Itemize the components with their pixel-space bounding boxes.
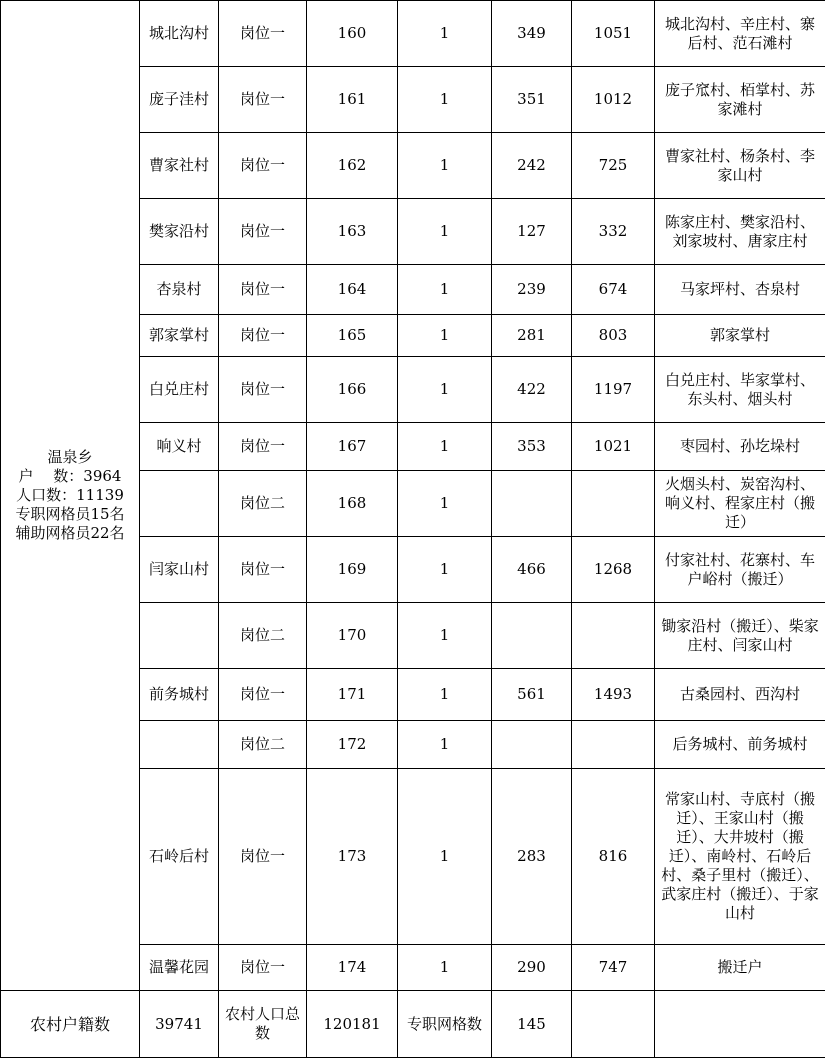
population-cell: 1493 bbox=[572, 669, 655, 721]
households-cell: 422 bbox=[492, 357, 572, 423]
staff-cell: 1 bbox=[398, 199, 492, 265]
coverage-cell: 曹家社村、杨条村、李家山村 bbox=[655, 133, 825, 199]
households-cell: 351 bbox=[492, 67, 572, 133]
households-cell: 353 bbox=[492, 423, 572, 471]
coverage-cell: 马家坪村、杏泉村 bbox=[655, 265, 825, 315]
staff-cell: 1 bbox=[398, 769, 492, 945]
village-cell: 城北沟村 bbox=[140, 1, 219, 67]
population-cell: 674 bbox=[572, 265, 655, 315]
population-cell: 725 bbox=[572, 133, 655, 199]
grid-no-cell: 171 bbox=[307, 669, 398, 721]
staff-cell: 1 bbox=[398, 721, 492, 769]
village-cell: 石岭后村 bbox=[140, 769, 219, 945]
township-summary-cell bbox=[1, 1, 140, 991]
post-cell: 岗位二 bbox=[219, 471, 307, 537]
population-cell: 332 bbox=[572, 199, 655, 265]
grid-count-value: 145 bbox=[492, 991, 572, 1058]
post-cell: 岗位一 bbox=[219, 199, 307, 265]
staff-cell: 1 bbox=[398, 133, 492, 199]
empty-cell bbox=[572, 991, 655, 1058]
post-cell: 岗位一 bbox=[219, 133, 307, 199]
coverage-cell: 付家社村、花寨村、车户峪村（搬迁） bbox=[655, 537, 825, 603]
staff-cell: 1 bbox=[398, 669, 492, 721]
staff-cell: 1 bbox=[398, 265, 492, 315]
village-cell bbox=[140, 721, 219, 769]
staff-cell: 1 bbox=[398, 67, 492, 133]
staff-cell: 1 bbox=[398, 357, 492, 423]
grid-no-cell: 173 bbox=[307, 769, 398, 945]
households-cell: 242 bbox=[492, 133, 572, 199]
staff-cell: 1 bbox=[398, 423, 492, 471]
village-cell bbox=[140, 603, 219, 669]
village-cell: 郭家掌村 bbox=[140, 315, 219, 357]
township-assistant-staff: 辅助网格员22名 bbox=[4, 524, 136, 543]
population-cell: 803 bbox=[572, 315, 655, 357]
post-cell: 岗位一 bbox=[219, 1, 307, 67]
coverage-cell: 白兑庄村、毕家掌村、东头村、烟头村 bbox=[655, 357, 825, 423]
coverage-cell: 火烟头村、炭窑沟村、响义村、程家庄村（搬迁） bbox=[655, 471, 825, 537]
village-cell: 庞子洼村 bbox=[140, 67, 219, 133]
rural-population-label: 农村人口总数 bbox=[219, 991, 307, 1058]
staff-cell: 1 bbox=[398, 945, 492, 991]
grid-no-cell: 170 bbox=[307, 603, 398, 669]
grid-no-cell: 165 bbox=[307, 315, 398, 357]
grid-no-cell: 172 bbox=[307, 721, 398, 769]
population-cell: 1268 bbox=[572, 537, 655, 603]
post-cell: 岗位一 bbox=[219, 423, 307, 471]
coverage-cell: 郭家掌村 bbox=[655, 315, 825, 357]
households-cell bbox=[492, 471, 572, 537]
post-cell: 岗位一 bbox=[219, 537, 307, 603]
grid-no-cell: 168 bbox=[307, 471, 398, 537]
grid-no-cell: 160 bbox=[307, 1, 398, 67]
township-full-time-staff: 专职网格员15名 bbox=[4, 505, 136, 524]
village-cell: 闫家山村 bbox=[140, 537, 219, 603]
households-cell: 281 bbox=[492, 315, 572, 357]
post-cell: 岗位一 bbox=[219, 945, 307, 991]
grid-count-label: 专职网格数 bbox=[398, 991, 492, 1058]
village-cell: 前务城村 bbox=[140, 669, 219, 721]
households-cell: 349 bbox=[492, 1, 572, 67]
staff-cell: 1 bbox=[398, 603, 492, 669]
grid-no-cell: 164 bbox=[307, 265, 398, 315]
rural-households-value: 39741 bbox=[140, 991, 219, 1058]
households-cell: 290 bbox=[492, 945, 572, 991]
households-cell: 127 bbox=[492, 199, 572, 265]
population-cell bbox=[572, 603, 655, 669]
population-cell: 1021 bbox=[572, 423, 655, 471]
village-cell bbox=[140, 471, 219, 537]
households-cell: 561 bbox=[492, 669, 572, 721]
population-cell: 1197 bbox=[572, 357, 655, 423]
coverage-cell: 后务城村、前务城村 bbox=[655, 721, 825, 769]
households-cell: 466 bbox=[492, 537, 572, 603]
population-cell: 1051 bbox=[572, 1, 655, 67]
households-cell: 283 bbox=[492, 769, 572, 945]
post-cell: 岗位一 bbox=[219, 769, 307, 945]
table-row bbox=[1, 1, 825, 67]
coverage-cell: 古桑园村、西沟村 bbox=[655, 669, 825, 721]
village-cell: 温馨花园 bbox=[140, 945, 219, 991]
empty-cell bbox=[655, 991, 825, 1058]
grid-no-cell: 167 bbox=[307, 423, 398, 471]
staff-cell: 1 bbox=[398, 471, 492, 537]
coverage-cell: 枣园村、孙圪垛村 bbox=[655, 423, 825, 471]
township-households: 户 数：3964 bbox=[4, 467, 136, 486]
rural-households-label: 农村户籍数 bbox=[1, 991, 140, 1058]
coverage-cell: 搬迁户 bbox=[655, 945, 825, 991]
post-cell: 岗位一 bbox=[219, 357, 307, 423]
grid-no-cell: 162 bbox=[307, 133, 398, 199]
township-population: 人口数：11139 bbox=[4, 486, 136, 505]
post-cell: 岗位一 bbox=[219, 315, 307, 357]
totals-row bbox=[1, 991, 825, 1058]
staff-cell: 1 bbox=[398, 1, 492, 67]
township-name: 温泉乡 bbox=[4, 448, 136, 467]
post-cell: 岗位一 bbox=[219, 669, 307, 721]
village-cell: 响义村 bbox=[140, 423, 219, 471]
village-cell: 杏泉村 bbox=[140, 265, 219, 315]
grid-no-cell: 163 bbox=[307, 199, 398, 265]
coverage-cell: 常家山村、寺底村（搬迁）、王家山村（搬迁）、大井坡村（搬迁）、南岭村、石岭后村、桑子里村（搬迁）、武家庄村（搬迁）、于家山村 bbox=[655, 769, 825, 945]
population-cell bbox=[572, 471, 655, 537]
grid-no-cell: 174 bbox=[307, 945, 398, 991]
coverage-cell: 锄家沿村（搬迁）、柴家庄村、闫家山村 bbox=[655, 603, 825, 669]
population-cell bbox=[572, 721, 655, 769]
village-cell: 白兑庄村 bbox=[140, 357, 219, 423]
households-cell bbox=[492, 721, 572, 769]
post-cell: 岗位二 bbox=[219, 721, 307, 769]
population-cell: 747 bbox=[572, 945, 655, 991]
grid-no-cell: 166 bbox=[307, 357, 398, 423]
rural-population-value: 120181 bbox=[307, 991, 398, 1058]
population-cell: 1012 bbox=[572, 67, 655, 133]
staff-cell: 1 bbox=[398, 315, 492, 357]
village-cell: 曹家社村 bbox=[140, 133, 219, 199]
staff-cell: 1 bbox=[398, 537, 492, 603]
coverage-cell: 城北沟村、辛庄村、寨后村、范石滩村 bbox=[655, 1, 825, 67]
coverage-cell: 陈家庄村、樊家沿村、刘家坡村、唐家庄村 bbox=[655, 199, 825, 265]
households-cell bbox=[492, 603, 572, 669]
households-cell: 239 bbox=[492, 265, 572, 315]
coverage-cell: 庞子窊村、栢掌村、苏家滩村 bbox=[655, 67, 825, 133]
post-cell: 岗位一 bbox=[219, 67, 307, 133]
post-cell: 岗位二 bbox=[219, 603, 307, 669]
population-cell: 816 bbox=[572, 769, 655, 945]
village-cell: 樊家沿村 bbox=[140, 199, 219, 265]
grid-no-cell: 169 bbox=[307, 537, 398, 603]
post-cell: 岗位一 bbox=[219, 265, 307, 315]
grid-no-cell: 161 bbox=[307, 67, 398, 133]
